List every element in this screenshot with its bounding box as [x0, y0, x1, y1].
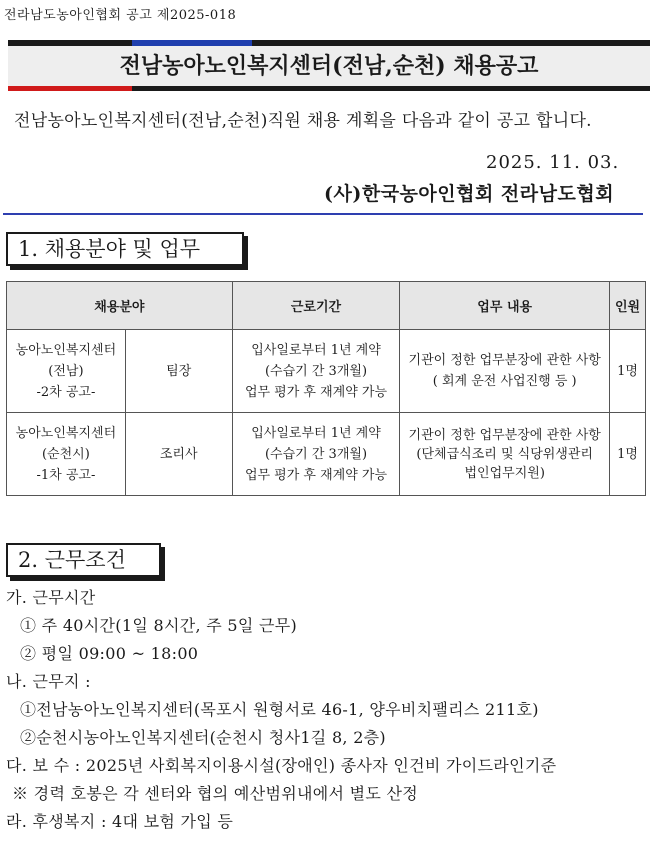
issuer-name: (사)한국농아인협회 전라남도협회 — [324, 183, 615, 205]
period-line: 업무 평가 후 재계약 가능 — [244, 467, 388, 483]
notice-date: 2025. 11. 03. — [486, 152, 620, 173]
duties-line: (단체급식조리 및 식당위생관리 — [416, 446, 593, 462]
period-cell — [232, 330, 400, 413]
period-line: (수습기 간 3개월) — [264, 446, 368, 462]
header-period: 근로기간 — [232, 282, 400, 330]
table-header-row — [7, 282, 646, 330]
center-cell — [7, 330, 126, 413]
table-row — [7, 413, 646, 496]
center-round: -1차 공고- — [36, 467, 96, 483]
banner-red-accent — [8, 86, 132, 91]
period-line: 입사일로부터 1년 계약 — [251, 425, 381, 441]
condition-line: ※ 경력 호봉은 각 센터와 협의 예산범위내에서 별도 산정 — [12, 784, 419, 803]
condition-line: ① 주 40시간(1일 8시간, 주 5일 근무) — [20, 616, 298, 635]
center-name: 농아노인복지센터 — [15, 342, 117, 358]
jobs-table — [6, 281, 646, 496]
header-duties: 업무 내용 — [400, 282, 610, 330]
duties-line: 기관이 정한 업무분장에 관한 사항 — [408, 427, 601, 443]
period-cell — [232, 413, 400, 496]
duties-cell — [400, 413, 610, 496]
condition-line: 라. 후생복지 : 4대 보험 가입 등 — [6, 812, 234, 831]
intro-text: 전남농아노인복지센터(전남,순천)직원 채용 계획을 다음과 같이 공고 합니다. — [14, 111, 592, 131]
count-cell: 1명 — [610, 330, 646, 413]
count-cell: 1명 — [610, 413, 646, 496]
duties-line: 법인업무지원) — [464, 465, 545, 481]
condition-line: 다. 보 수 : 2025년 사회복지이용시설(장애인) 종사자 인건비 가이드라인기준 — [6, 756, 557, 775]
duties-line: 기관이 정한 업무분장에 관한 사항 — [408, 353, 601, 368]
position-cell: 팀장 — [125, 330, 232, 413]
title-banner — [8, 40, 650, 90]
center-region: (전남) — [48, 363, 84, 379]
table-row — [7, 330, 646, 413]
condition-line: ①전남농아노인복지센터(목포시 원형서로 46-1, 양우비치팰리스 211호) — [20, 700, 539, 719]
condition-line: ②순천시농아노인복지센터(순천시 청사1길 8, 2층) — [20, 728, 386, 747]
divider-rule — [3, 213, 643, 215]
duties-cell — [400, 330, 610, 413]
period-line: 입사일로부터 1년 계약 — [251, 342, 381, 358]
period-line: 업무 평가 후 재계약 가능 — [244, 384, 388, 400]
header-field: 채용분야 — [7, 282, 233, 330]
section-2-heading: 2. 근무조건 — [6, 543, 161, 577]
position-cell: 조리사 — [125, 413, 232, 496]
center-round: -2차 공고- — [36, 384, 96, 400]
page-title: 전남농아노인복지센터(전남,순천) 채용공고 — [119, 53, 539, 79]
center-cell — [7, 413, 126, 496]
section-1-heading: 1. 채용분야 및 업무 — [6, 232, 244, 266]
period-line: (수습기 간 3개월) — [264, 363, 368, 379]
notice-number: 전라남도농아인협회 공고 제2025-018 — [4, 8, 237, 23]
condition-line: 가. 근무시간 — [6, 588, 96, 607]
center-name: 농아노인복지센터 — [15, 425, 117, 441]
duties-line: ( 회계 운전 사업진행 등 ) — [432, 374, 577, 389]
header-count: 인원 — [610, 282, 646, 330]
condition-line: ② 평일 09:00 ~ 18:00 — [20, 644, 199, 663]
condition-line: 나. 근무지 : — [6, 672, 91, 691]
center-region: (순천시) — [41, 446, 90, 462]
